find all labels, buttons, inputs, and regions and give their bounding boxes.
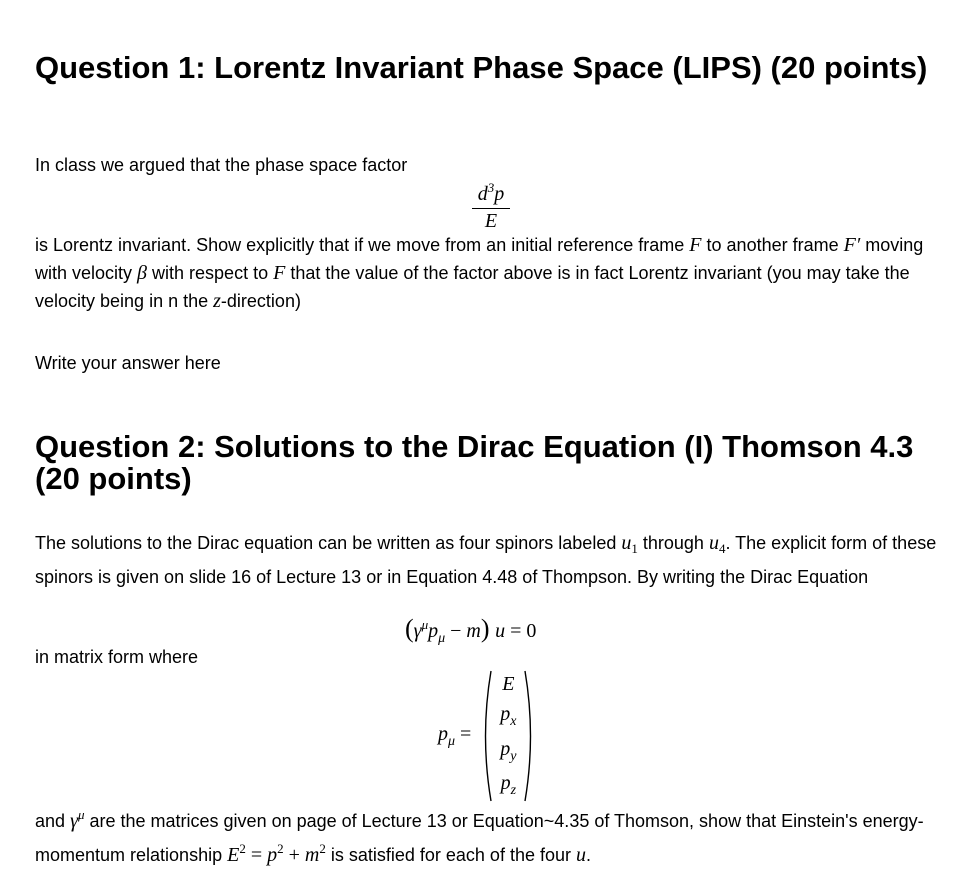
- gamma-matrices: $\gamma^\mu$: [70, 807, 85, 832]
- fraction-bar: [472, 208, 510, 209]
- question-1-body: is Lorentz invariant. Show explicitly that if we move from an initial reference frame F to another frame F′ moving with velocity β with respect to F that the value of the factor above is in fact Lorentz invariant (you may take the velocity being in n the z-direction): [35, 234, 924, 312]
- var-F-prime: F′: [843, 234, 861, 256]
- vector-entry-pz: $p_z$: [500, 772, 517, 799]
- momentum-vector-equation: [438, 669, 535, 803]
- var-F: F: [689, 234, 702, 256]
- var-z: z: [213, 290, 221, 312]
- var-beta: β: [137, 262, 148, 284]
- vector-entry-px: $p_x$: [500, 703, 517, 730]
- question-2-body-2: in matrix form where: [35, 647, 199, 667]
- phase-space-fraction: [472, 176, 510, 232]
- momentum-lhs: pμ =: [438, 722, 472, 749]
- momentum-column-vector: [481, 669, 535, 803]
- vector-entry-py: $p_y$: [500, 737, 517, 764]
- spinor-u: u: [576, 844, 587, 866]
- vector-entry-E: E: [502, 672, 515, 695]
- dirac-equation: $(\gamma^\mu p_\mu - m) u = 0$: [405, 614, 537, 646]
- question-1-title: Question 1: Lorentz Invariant Phase Space (LIPS) (20 points): [35, 50, 928, 85]
- answer-prompt: Write your answer here: [35, 353, 221, 373]
- spinor-u1: $u_1$: [621, 532, 638, 556]
- fraction-denominator: E: [484, 210, 498, 233]
- question-2-title: Question 2: Solutions to the Dirac Equation (I) Thomson 4.3 (20 points): [35, 429, 914, 496]
- spinor-u4: $u_4$: [708, 532, 726, 556]
- question-2-body-1: The solutions to the Dirac equation can be written as four spinors labeled $u_1$ through $u_4$. The explicit form of these spinors is given on slide 16 of Lecture 13 or in Equation 4.48 of Thompson. By writing the Dirac Equation: [35, 532, 937, 587]
- var-F-2: F: [273, 262, 286, 284]
- fraction-numerator: $d^3p$: [477, 180, 505, 205]
- energy-momentum-relation: $E^2 = p^2 + m^2$: [227, 841, 326, 866]
- question-2-body-3: and $\gamma^\mu$ are the matrices given on page of Lecture 13 or Equation~4.35 of Thomson, show that Einstein's energy-momentum relationship $E^2 = p^2 + m^2$ is satisfied for each of the four u.: [35, 807, 924, 866]
- question-1-intro: In class we argued that the phase space factor: [35, 155, 408, 175]
